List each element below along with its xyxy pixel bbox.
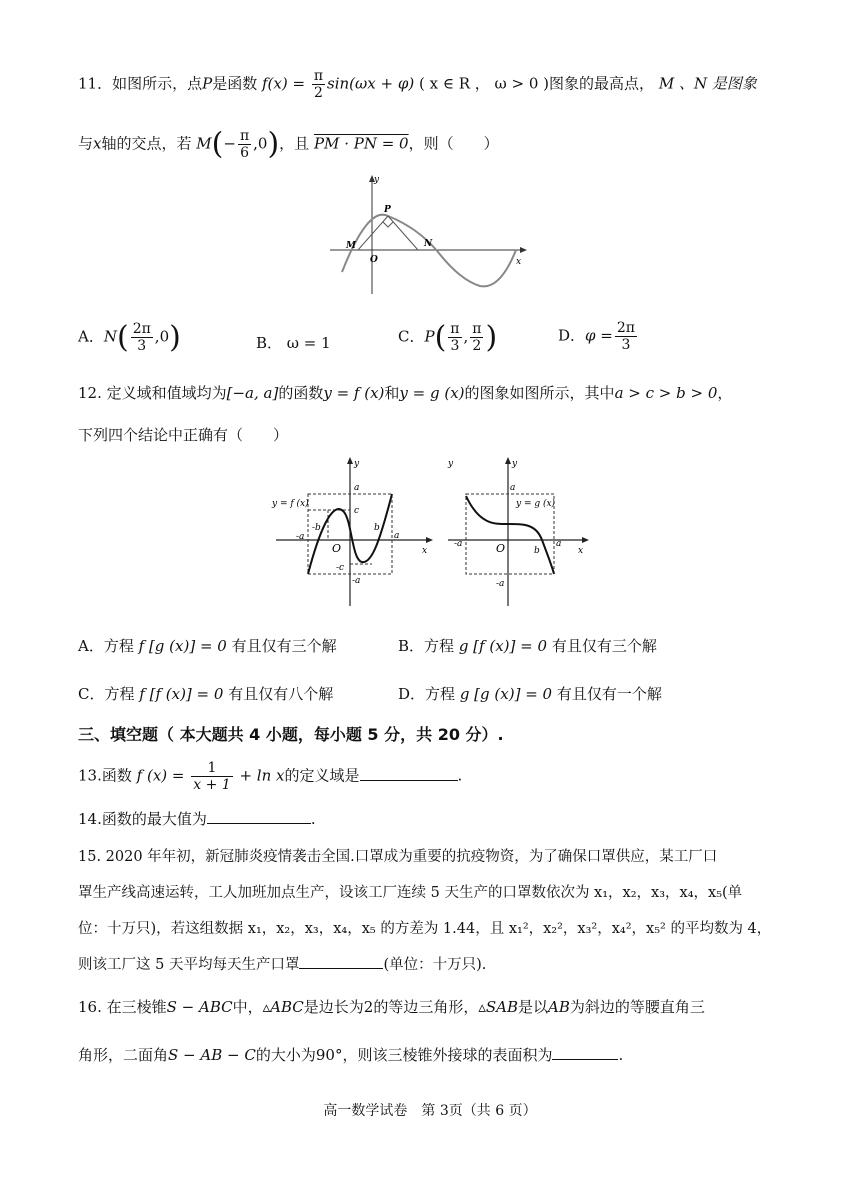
footer-text: 高一数学试卷 第 3页（共 6 页）	[323, 1103, 537, 1119]
frac-den: 3	[450, 338, 460, 354]
frac-num: π	[472, 321, 482, 337]
x-arrow-icon	[520, 247, 527, 253]
frac-num: 2π	[616, 320, 635, 336]
q11-option-d	[558, 320, 639, 353]
label-y-axis: y	[512, 459, 518, 469]
q14	[78, 808, 316, 830]
option-tail: ,0	[154, 327, 170, 346]
q11-point-m: M	[196, 134, 212, 153]
segment-pm	[358, 216, 388, 250]
q16-text: 的大小为	[255, 1046, 316, 1064]
q11-option-c: C．P( $\frac{\pi}{3}$ , $\frac{\pi}{2}$ )	[398, 320, 498, 355]
option-pre: A．方程	[78, 637, 134, 655]
q13-frac	[191, 760, 232, 793]
frac-den: 3	[137, 338, 147, 354]
label-m: M	[346, 241, 356, 251]
q11-neg: −	[223, 134, 236, 153]
q16-text: 中，	[232, 998, 263, 1016]
label-o: O	[332, 542, 342, 555]
q12-yf: y = f (x)	[323, 384, 385, 402]
q13	[78, 760, 462, 793]
option-label: C．	[398, 327, 425, 346]
q11-dot-product: PM · PN = 0	[313, 134, 409, 153]
q13-rhs: + ln x	[239, 766, 285, 785]
q12-line1	[78, 382, 732, 404]
option-eq: f [f (x)] = 0	[139, 685, 224, 703]
q16-ab: AB	[548, 998, 570, 1016]
q13-text: 的定义域是	[284, 766, 360, 785]
q16-deg: 90°	[315, 1046, 343, 1064]
option-n: N	[103, 327, 117, 346]
option-post: 有且仅有三个解	[231, 637, 337, 655]
q11-m-frac	[238, 128, 251, 161]
q16-two: 2	[363, 998, 374, 1016]
q11-line2	[78, 128, 499, 161]
paren-close: )	[267, 126, 280, 162]
paren-open: (	[116, 320, 129, 355]
q12-text: 下列四个结论中正确有（ ）	[78, 426, 289, 444]
label-neg-a-y: -a	[352, 576, 361, 586]
q16-text: 16. 在三棱锥	[78, 998, 167, 1016]
q12-yg: y = g (x)	[399, 384, 465, 402]
label-y: y	[354, 459, 360, 469]
q11-domain: ( x ∈ R ， ω > 0 )图象的最高点，	[418, 74, 655, 93]
label-b: b	[534, 546, 540, 556]
q15-text: 位：十万只)，若这组数据 x₁，x₂，x₃，x₄，x₅ 的方差为 1.44，且 x₁²，x₂²，x₃²，x₄²，x₅² 的平均数为 4，	[78, 921, 772, 937]
section-heading	[78, 724, 504, 746]
q11-func-lhs: f(x) =	[261, 74, 306, 93]
y-arrow-icon	[505, 457, 511, 464]
q15-text: (单位：十万只).	[383, 957, 487, 973]
label-a: a	[510, 483, 516, 493]
q15-text: 则该工厂这 5 天平均每天生产口罩	[78, 957, 300, 973]
label-neg-b: -b	[312, 523, 321, 533]
paren-open: (	[211, 126, 224, 162]
q14-end: .	[310, 810, 316, 828]
option-text: B． ω = 1	[256, 334, 331, 352]
label-neg-c: -c	[336, 563, 345, 573]
label-neg-a: -a	[296, 532, 305, 542]
q12-option-d	[398, 683, 662, 704]
label-x: x	[516, 257, 522, 267]
label-c: c	[354, 506, 360, 516]
q16-text: 是以	[518, 998, 549, 1016]
q12-text: 的函数	[278, 384, 324, 402]
q16-text: 角形，二面角	[78, 1046, 169, 1064]
q15-text: 罩生产线高速运转，工人加班加点生产，设该工厂连续 5 天生产的口罩数依次为 x₁，x₂，x₃，x₄，x₅(单	[78, 885, 743, 901]
label-a: a	[354, 483, 360, 493]
x-arrow-icon	[582, 537, 589, 543]
option-pre: B．方程	[398, 637, 455, 655]
option-post: 有且仅有一个解	[556, 685, 662, 703]
frac-den: 2	[313, 85, 323, 101]
frac-num: π	[239, 128, 250, 144]
q14-text: 14.函数的最大值为	[78, 810, 207, 828]
q11-option-a	[78, 320, 181, 355]
q13-lhs: f (x) =	[136, 766, 185, 785]
q13-end: .	[457, 766, 463, 785]
q12-text: 的图象如图所示，其中	[464, 384, 615, 402]
label-yg: y = g (x)	[516, 499, 556, 509]
label-x: x	[578, 546, 584, 556]
option-label: A．	[78, 327, 104, 346]
q12-option-c	[78, 683, 333, 704]
q12-text: ，	[717, 384, 733, 402]
label-y: y	[374, 175, 380, 185]
label-x: x	[422, 546, 428, 556]
q16-line1	[78, 996, 705, 1018]
q11-text: ，且	[279, 134, 310, 153]
q12-line2	[78, 424, 288, 446]
q12-cond: a > c > b > 0	[614, 384, 718, 402]
q16-end: .	[618, 1046, 624, 1064]
option-eq: g [f (x)] = 0	[458, 637, 548, 655]
label-n: N	[424, 239, 433, 249]
label-neg-a-y: -a	[496, 579, 505, 589]
option-lhs: φ =	[585, 326, 613, 345]
x-arrow-icon	[426, 537, 433, 543]
frac-num: π	[313, 68, 324, 84]
q11-point-p: P	[202, 74, 213, 93]
q15-line2	[78, 882, 742, 904]
label-neg-a: -a	[454, 539, 463, 549]
label-a-x: a	[556, 539, 562, 549]
option-eq: f [g (x)] = 0	[138, 637, 227, 655]
q16-text: 的等边三角形，	[373, 998, 479, 1016]
option-pre: C．方程	[78, 685, 135, 703]
q16-text: 是边长为	[303, 998, 364, 1016]
q12-text: 12. 定义域和值域均为	[78, 384, 227, 402]
q16-sabc: S − ABC	[166, 998, 233, 1016]
option-eq: g [g (x)] = 0	[459, 685, 553, 703]
segment-pn	[388, 216, 418, 250]
q11-line1	[78, 68, 757, 101]
section-title: 三、填空题（ 本大题共 4 小题，每小题 5 分，共 20 分）.	[78, 725, 504, 744]
paren-close: )	[485, 320, 498, 355]
frac-num: 1	[191, 760, 232, 777]
frac-den: 3	[621, 337, 631, 353]
q13-text: 13.函数	[78, 766, 132, 785]
option-post: 有且仅有八个解	[228, 685, 334, 703]
q11-option-b	[256, 332, 331, 353]
frac-num: π	[450, 321, 460, 337]
q11-frac	[312, 68, 325, 101]
q16-triangle-abc: ▵ABC	[262, 998, 304, 1016]
label-o: O	[496, 542, 506, 555]
q15-text: 15. 2020 年年初，新冠肺炎疫情袭击全国.口罩成为重要的抗疫物资，为了确保口罩供应，某工厂口	[78, 849, 718, 865]
label-y: y	[448, 459, 454, 469]
q12-option-a	[78, 635, 337, 656]
q12-graph-g	[444, 456, 594, 608]
q11-sine-graph	[320, 172, 535, 302]
paren-close: )	[169, 320, 181, 355]
label-a-x: a	[394, 531, 400, 541]
q16-answer-blank[interactable]	[552, 1045, 618, 1060]
option-post: 有且仅有三个解	[551, 637, 657, 655]
frac-den: 2	[472, 338, 482, 354]
option-p: P	[424, 327, 435, 346]
q13-answer-blank[interactable]	[360, 766, 458, 781]
q11-func-rhs: sin(ωx + φ)	[327, 74, 415, 93]
frac-den: 6	[240, 145, 249, 161]
q11-text: 11．如图所示，点	[78, 74, 203, 93]
sine-curve	[342, 215, 516, 287]
q14-answer-blank[interactable]	[207, 809, 311, 824]
q12-interval: [−a, a]	[226, 384, 279, 402]
label-yf: y = f (x)	[272, 499, 309, 509]
option-frac	[615, 320, 637, 353]
q11-text: 与	[78, 134, 94, 153]
option-frac	[448, 321, 461, 354]
option-frac	[470, 321, 483, 354]
q16-dihedral: S − AB − C	[168, 1046, 256, 1064]
q11-mn: M 、N 是图象	[658, 74, 757, 93]
page-footer	[0, 1100, 860, 1120]
label-p: P	[384, 205, 391, 215]
frac-den: x + 1	[193, 777, 231, 793]
q11-m-zero: ,0	[253, 134, 268, 153]
q16-text: 为斜边的等腰直角三	[569, 998, 705, 1016]
q12-option-b	[398, 635, 657, 656]
y-arrow-icon	[347, 457, 353, 464]
paren-open: (	[434, 320, 447, 355]
q11-text: 轴的交点，若	[101, 134, 192, 153]
label-o: O	[370, 255, 378, 265]
q15-line4	[78, 954, 486, 976]
q12-graph-f	[268, 456, 438, 608]
q16-text: ，则该三棱锥外接球的表面积为	[342, 1046, 553, 1064]
option-label: D．	[558, 326, 586, 345]
frac-num: 2π	[132, 321, 151, 337]
option-frac	[131, 321, 153, 354]
q16-line2	[78, 1044, 623, 1066]
q16-triangle-sab: ▵SAB	[478, 998, 519, 1016]
option-pre: D．方程	[398, 685, 456, 703]
q11-text: ，则（ ）	[408, 134, 499, 153]
right-angle-mark	[383, 222, 393, 227]
q12-text: 和	[384, 384, 400, 402]
q15-answer-blank[interactable]	[299, 954, 383, 969]
q15-line3	[78, 918, 771, 940]
q15-line1	[78, 846, 717, 868]
label-b: b	[374, 523, 380, 533]
q11-text: 是函数	[212, 74, 258, 93]
q11-x: x	[93, 134, 102, 153]
